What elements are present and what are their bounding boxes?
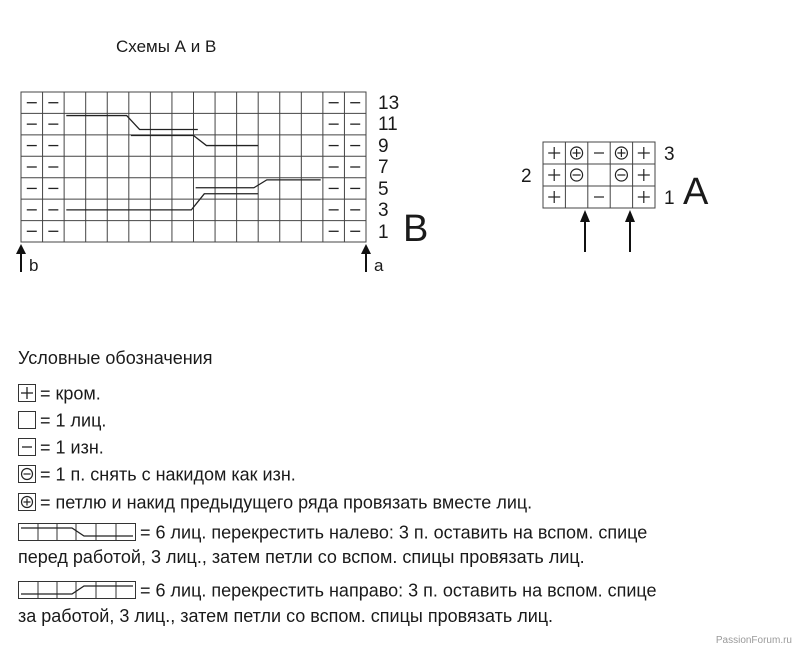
legend-item-knit-yo: = петлю и накид предыдущего ряда провязать вместе лиц. — [18, 490, 532, 513]
legend-item-purl: = 1 изн. — [18, 435, 104, 458]
chart-b-row-number: 5 — [378, 178, 389, 200]
chart-b-row-number: 13 — [378, 93, 400, 114]
chart-b-row-number: 9 — [378, 135, 389, 157]
chart-a-row-1: 1 — [664, 188, 675, 209]
legend-item-slip-yo: = 1 п. снять с накидом как изн. — [18, 462, 296, 485]
chart-a-row-3: 3 — [664, 144, 675, 165]
legend-item-edge: = кром. — [18, 381, 101, 404]
cable-left-icon — [18, 522, 136, 542]
chart-a-row-2: 2 — [521, 166, 532, 187]
slip-with-yo-icon — [18, 465, 36, 483]
cable-right-icon — [18, 580, 136, 600]
legend-item-cable-right: = 6 лиц. перекрестить направо: 3 п. оставить на вспом. спице — [18, 578, 657, 601]
diagram-title: Схемы А и В — [116, 37, 217, 56]
arrow-up-right-icon — [625, 210, 635, 252]
watermark: PassionForum.ru — [715, 635, 792, 646]
legend-item-cable-right-cont: за работой, 3 лиц., затем петли со вспом. спицы провязать лиц. — [18, 606, 554, 626]
chart-a-letter: A — [683, 171, 709, 213]
edge-stitch-icon — [18, 384, 36, 402]
chart-b-row-number: 3 — [378, 200, 389, 222]
legend-item-cable-left-cont: перед работой, 3 лиц., затем петли со вспом. спицы провязать лиц. — [18, 547, 585, 567]
purl-stitch-icon — [18, 438, 36, 456]
chart-b-letter: B — [403, 208, 429, 250]
arrow-a-label: a — [374, 256, 384, 275]
chart-b-row-number: 7 — [378, 157, 389, 179]
knit-stitch-icon — [18, 411, 36, 429]
knit-with-yo-icon — [18, 493, 36, 511]
arrow-up-left-icon — [580, 210, 590, 252]
legend-item-cable-left: = 6 лиц. перекрестить налево: 3 п. оставить на вспом. спице — [18, 520, 647, 543]
chart-a-grid — [0, 0, 800, 280]
chart-b-row-number: 11 — [378, 114, 398, 136]
legend-item-knit: = 1 лиц. — [18, 408, 106, 431]
chart-b-row-number: 1 — [378, 221, 389, 243]
arrow-b-label: b — [29, 256, 39, 275]
legend-heading: Условные обозначения — [18, 348, 213, 368]
